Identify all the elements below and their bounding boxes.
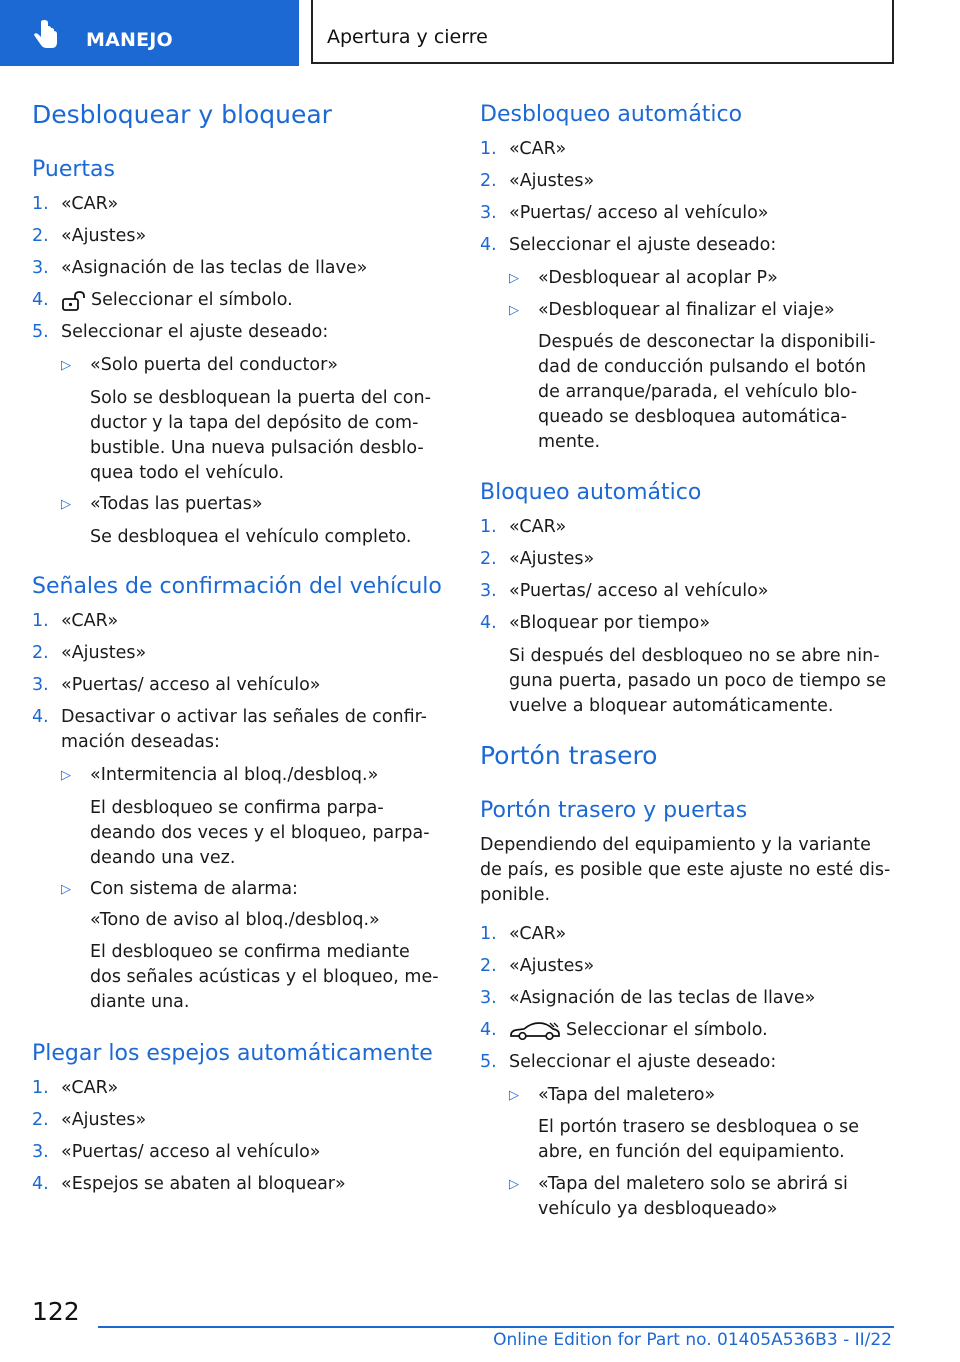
footer-divider: [98, 1326, 894, 1328]
triangle-bullet-icon: ▷: [61, 882, 71, 897]
triangle-bullet-icon: ▷: [61, 768, 71, 783]
triangle-bullet-icon: ▷: [509, 303, 519, 318]
triangle-bullet-icon: ▷: [509, 271, 519, 286]
triangle-bullet-icon: ▷: [61, 358, 71, 373]
intro-paragraph: Dependiendo del equipamiento y la variante de país, es posible que este ajuste no esté dis- ponible.: [480, 835, 891, 905]
hand-pointer-icon: [32, 20, 60, 50]
option-description: El portón trasero se desbloquea o se abre, en función del equipamiento.: [538, 1117, 859, 1162]
heading-desbloqueo-automatico: Desbloqueo automático: [480, 102, 743, 127]
option-description: Solo se desbloquean la puerta del con- ductor y la tapa del depósito de com- bustible. Una nueva pulsación desblo- quea todo el vehículo.: [90, 388, 431, 483]
triangle-bullet-icon: ▷: [509, 1177, 519, 1192]
page-number: 122: [32, 1297, 80, 1326]
triangle-bullet-icon: ▷: [61, 497, 71, 512]
option-description: El desbloqueo se confirma mediante dos señales acústicas y el bloqueo, me- diante una.: [90, 942, 439, 1012]
heading-desbloquear: Desbloquear y bloquear: [32, 100, 332, 129]
triangle-bullet-icon: ▷: [509, 1088, 519, 1103]
heading-senales: Señales de confirmación del vehículo: [32, 574, 442, 599]
step-description: Si después del desbloqueo no se abre nin- guna puerta, pasado un poco de tiempo se vuelve a bloquear automáticamente.: [509, 646, 887, 716]
option-label-continuation: vehículo ya desbloqueado»: [538, 1199, 778, 1219]
heading-puertas: Puertas: [32, 157, 115, 182]
chapter-tab: [311, 0, 894, 64]
edition-note: Online Edition for Part no. 01405A536B3 - II/22: [493, 1330, 892, 1350]
car-icon: [509, 1020, 561, 1042]
chapter-title: Apertura y cierre: [327, 26, 488, 48]
section-tab: [0, 0, 299, 66]
unlock-icon: [62, 291, 88, 311]
heading-espejos: Plegar los espejos automáticamente: [32, 1041, 433, 1066]
option-description: El desbloqueo se confirma parpa- deando dos veces y el bloqueo, parpa- deando una vez.: [90, 798, 430, 868]
heading-porton-trasero: Portón trasero: [480, 741, 658, 770]
heading-bloqueo-automatico: Bloqueo automático: [480, 480, 702, 505]
section-title: MANEJO: [86, 29, 173, 51]
heading-porton-puertas: Portón trasero y puertas: [480, 798, 748, 823]
option-sub-label: «Tono de aviso al bloq./desbloq.»: [90, 910, 380, 930]
list-item-continuation: mación deseadas:: [61, 732, 220, 752]
option-description: Después de desconectar la disponibili- dad de conducción pulsando el botón de arranque/parada, el vehículo blo- queado se desbloquea automática- mente.: [538, 332, 876, 452]
option-description: Se desbloquea el vehículo completo.: [90, 527, 412, 547]
